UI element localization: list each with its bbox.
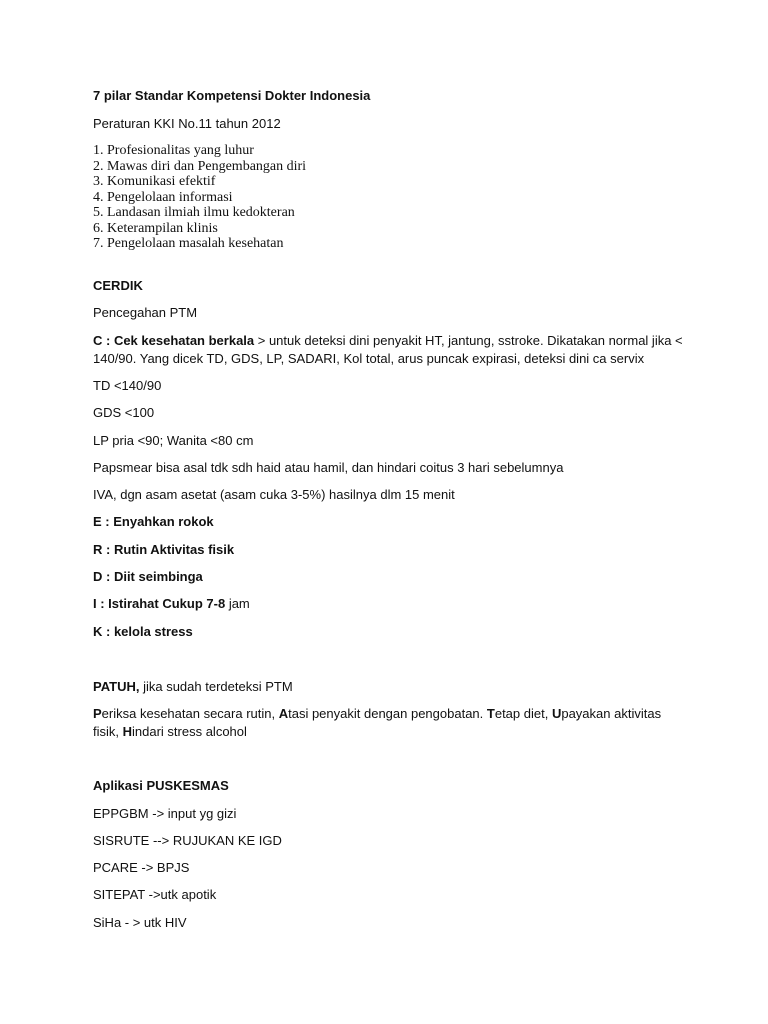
acronym-text: etap diet,	[494, 706, 552, 721]
cerdik-c-line	[93, 332, 683, 350]
app-item: SISRUTE --> RUJUKAN KE IGD	[93, 833, 282, 848]
acronym-letter: A	[278, 706, 289, 721]
cerdik-k: K : kelola stress	[93, 624, 193, 639]
app-item: SITEPAT ->utk apotik	[93, 887, 217, 902]
iva-note: IVA, dgn asam asetat (asam cuka 3-5%) hasilnya dlm 15 menit	[93, 487, 455, 502]
pillar-item: 3. Komunikasi efektif	[93, 174, 216, 189]
patuh-text: jika sudah terdeteksi PTM	[139, 679, 293, 694]
cerdik-r: R : Rutin Aktivitas fisik	[93, 542, 235, 557]
cerdik-c-label: C : Cek kesehatan berkala	[93, 333, 255, 348]
cerdik-e: E : Enyahkan rokok	[93, 514, 214, 529]
acronym-text: eriksa kesehatan secara rutin,	[101, 706, 279, 721]
acronym-text: fisik,	[93, 724, 123, 739]
cerdik-i-line	[93, 595, 250, 613]
pillar-item: 1. Profesionalitas yang luhur	[93, 143, 254, 158]
acronym-letter: T	[486, 706, 495, 721]
pillar-item: 5. Landasan ilmiah ilmu kedokteran	[93, 205, 295, 220]
acronym-letter: U	[551, 706, 562, 721]
lp-value: LP pria <90; Wanita <80 cm	[93, 433, 254, 448]
patuh-label: PATUH,	[93, 679, 140, 694]
papsmear-note: Papsmear bisa asal tdk sdh haid atau hamil, dan hindari coitus 3 hari sebelumnya	[93, 460, 564, 475]
cerdik-d: D : Diit seimbinga	[93, 569, 203, 584]
cerdik-subheading: Pencegahan PTM	[93, 305, 198, 320]
cerdik-i-text: jam	[225, 596, 250, 611]
regulation-line: Peraturan KKI No.11 tahun 2012	[93, 116, 281, 131]
app-item: EPPGBM -> input yg gizi	[93, 806, 237, 821]
patuh-line-2	[93, 723, 247, 741]
gds-value: GDS <100	[93, 405, 155, 420]
patuh-heading	[93, 678, 293, 696]
apps-heading: Aplikasi PUSKESMAS	[93, 778, 229, 793]
pillar-item: 7. Pengelolaan masalah kesehatan	[93, 236, 284, 251]
patuh-line-1	[93, 705, 661, 723]
acronym-letter: P	[93, 706, 102, 721]
cerdik-c-text: > untuk deteksi dini penyakit HT, jantung, sstroke. Dikatakan normal jika <	[254, 333, 683, 348]
pillar-item: 4. Pengelolaan informasi	[93, 190, 233, 205]
pillar-item: 2. Mawas diri dan Pengembangan diri	[93, 159, 307, 174]
document-title: 7 pilar Standar Kompetensi Dokter Indonesia	[93, 88, 371, 103]
cerdik-i-label: I : Istirahat Cukup 7-8	[93, 596, 226, 611]
td-value: TD <140/90	[93, 378, 162, 393]
acronym-text: indari stress alcohol	[132, 724, 247, 739]
cerdik-heading: CERDIK	[93, 278, 143, 293]
acronym-letter: H	[122, 724, 133, 739]
cerdik-c-continuation: 140/90. Yang dicek TD, GDS, LP, SADARI, Kol total, arus puncak expirasi, deteksi dini ca servix	[93, 351, 645, 366]
acronym-text: payakan aktivitas	[561, 706, 662, 721]
app-item: PCARE -> BPJS	[93, 860, 190, 875]
app-item: SiHa - > utk HIV	[93, 915, 187, 930]
pillar-item: 6. Keterampilan klinis	[93, 221, 218, 236]
acronym-text: tasi penyakit dengan pengobatan.	[288, 706, 487, 721]
